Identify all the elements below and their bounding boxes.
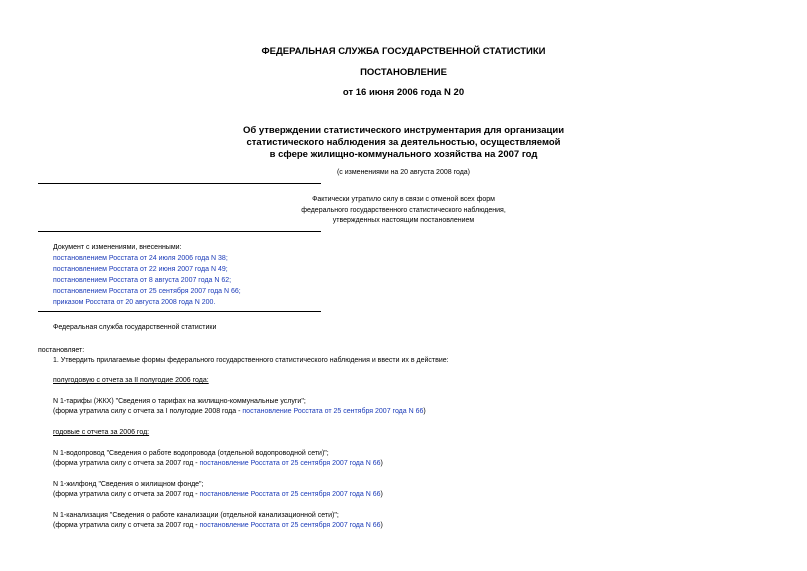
item-1: 1. Утвердить прилагаемые формы федерального государственного статистического наблюдения и ввести их в действие:: [53, 357, 449, 364]
form-tariffs-note: [53, 407, 426, 417]
semiannual-heading: полугодовую с отчета за II полугодие 2006 года:: [53, 377, 209, 384]
amendment-link[interactable]: постановлением Росстата от 22 июня 2007 года N 49;: [53, 266, 228, 273]
repeal-link[interactable]: постановление Росстата от 25 сентября 2007 года N 66: [199, 491, 381, 498]
amendments-list: [53, 242, 241, 308]
document-type: ПОСТАНОВЛЕНИЕ: [360, 67, 447, 78]
form-water-note: [53, 459, 383, 469]
title-line: Об утверждении статистического инструментария для организации: [242, 125, 565, 136]
form-housing-note: [53, 490, 383, 500]
divider: [38, 183, 321, 184]
note-text: (форма утратила силу с отчета за 2007 год -: [53, 491, 200, 498]
validity-notice-line: федерального государственного статистического наблюдения,: [301, 206, 506, 214]
document-title: [0, 125, 807, 161]
note-text: (форма утратила силу с отчета за 2007 год -: [53, 522, 200, 529]
form-sewer: N 1-канализация "Сведения о работе канализации (отдельной канализационной сети)";: [53, 512, 339, 519]
form-housing: N 1-жилфонд "Сведения о жилищном фонде";: [53, 481, 204, 488]
issuer-name: Федеральная служба государственной статистики: [53, 324, 217, 331]
amendment-note: (с изменениями на 20 августа 2008 года): [336, 169, 471, 176]
note-close: ): [380, 491, 383, 498]
form-water: N 1-водопровод "Сведения о работе водопровода (отдельной водопроводной сети)";: [53, 450, 329, 457]
agency-name: ФЕДЕРАЛЬНАЯ СЛУЖБА ГОСУДАРСТВЕННОЙ СТАТИСТИКИ: [261, 46, 546, 57]
note-close: ): [423, 408, 426, 415]
repeal-link[interactable]: постановление Росстата от 25 сентября 2007 года N 66: [199, 460, 381, 467]
validity-notice-line: утвержденных настоящим постановлением: [332, 217, 475, 224]
form-tariffs: N 1-тарифы (ЖКХ) "Сведения о тарифах на жилищно-коммунальные услуги";: [53, 398, 306, 405]
amendment-link[interactable]: приказом Росстата от 20 августа 2008 года N 200.: [53, 299, 216, 306]
repeal-link[interactable]: постановление Росстата от 25 сентября 2007 года N 66: [199, 522, 381, 529]
amendment-link[interactable]: постановлением Росстата от 25 сентября 2007 года N 66;: [53, 288, 241, 295]
document-date-number: от 16 июня 2006 года N 20: [342, 87, 465, 98]
amendment-link[interactable]: постановлением Росстата от 24 июля 2006 года N 38;: [53, 255, 228, 262]
title-line: в сфере жилищно-коммунального хозяйства на 2007 год: [269, 149, 538, 160]
repeal-link[interactable]: постановление Росстата от 25 сентября 2007 года N 66: [242, 408, 424, 415]
title-line: статистического наблюдения за деятельностью, осуществляемой: [246, 137, 561, 148]
note-text: (форма утратила силу с отчета за 2007 год -: [53, 460, 200, 467]
validity-notice-line: Фактически утратило силу в связи с отменой всех форм: [312, 196, 495, 203]
form-sewer-note: [53, 521, 383, 531]
note-text: (форма утратила силу с отчета за I полугодие 2008 года -: [53, 408, 243, 415]
note-close: ): [380, 460, 383, 467]
validity-notice: [0, 195, 807, 227]
resolves-label: постановляет:: [38, 347, 85, 354]
amendments-intro: Документ с изменениями, внесенными:: [53, 244, 182, 251]
divider: [38, 311, 321, 312]
note-close: ): [380, 522, 383, 529]
annual-heading: годовые с отчета за 2006 год:: [53, 429, 150, 436]
divider: [38, 231, 321, 232]
amendment-link[interactable]: постановлением Росстата от 8 августа 2007 года N 62;: [53, 277, 232, 284]
